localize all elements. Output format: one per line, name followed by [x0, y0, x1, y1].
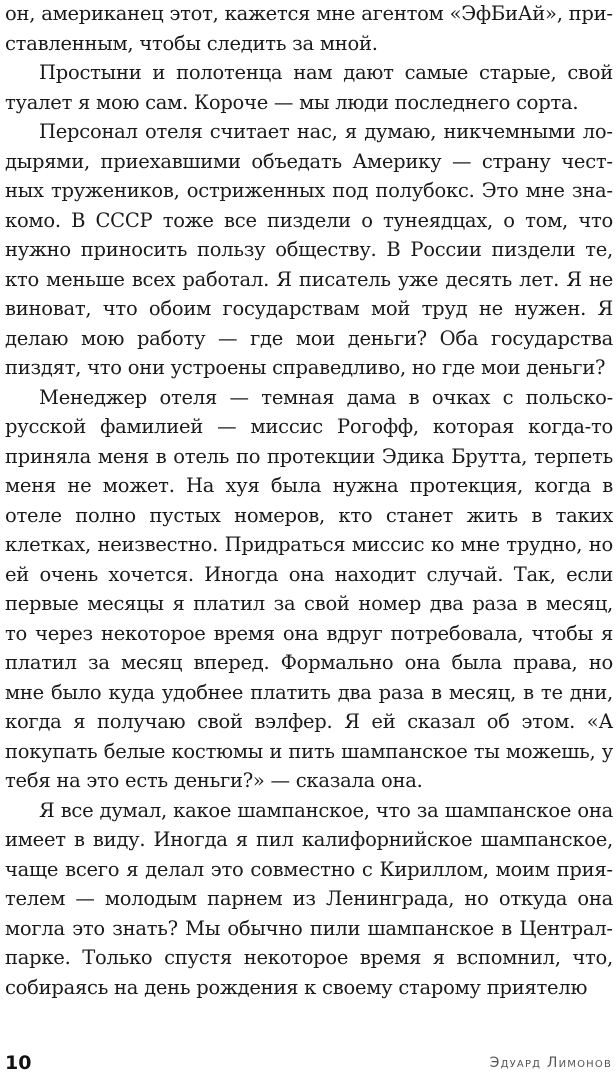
body-text: [5, 0, 613, 1002]
page-footer: [5, 1050, 612, 1076]
paragraph: Менеджер отеля — темная дама в очках с польско-русской фамилией — миссис Рогофф, которая когда-то приняла меня в отель по протекции Эдика Брутта, терпеть меня не может. На хуя была нужна протекция, когда в отеле полно пустых номеров, кто станет жить в таких клетках, неизвестно. Придраться миссис ко мне трудно, но ей очень хочется. Иногда она находит случай. Так, если первые месяцы я платил за свой номер два раза в месяц, то через некоторое время она вдруг потребовала, чтобы я платил за месяц вперед. Формально она была права, но мне было куда удобнее платить два раза в месяц, в те дни, когда я получаю свой вэлфер. Я ей сказал об этом. «А покупать белые костюмы и пить шампанское ты можешь, у тебя на это есть деньги?» — сказала она.: [5, 385, 613, 792]
paragraph: он, американец этот, кажется мне агентом «ЭфБиАй», приставленным, чтобы следить за мной.: [5, 2, 613, 55]
paragraph: Персонал отеля считает нас, я думаю, никчемными лодырями, приехавшими объедать Америку — страну честных тружеников, остриженных под полубокс. Это мне знакомо. В СССР тоже все пиздели о тунеядцах, о том, что нужно приносить пользу обществу. В России пиздели те, кто меньше всех работал. Я писатель уже десять лет. Я не виноват, что обоим государствам мой труд не нужен. Я делаю мою работу — где мои деньги? Оба государства пиздят, что они устроены справедливо, но где мои деньги?: [5, 120, 613, 379]
running-head-author: Эдуард Лимонов: [489, 1055, 612, 1071]
paragraph: Я все думал, какое шампанское, что за шампанское она имеет в виду. Иногда я пил калифорнийское шампанское, чаще всего я делал это совместно с Кириллом, моим приятелем — молодым парнем из Ленинграда, но откуда она могла это знать? Мы обычно пили шампанское в Централпарке. Только спустя некоторое время я вспомнил, что, собираясь на день рождения к своему старому приятелю: [5, 798, 613, 999]
page-number: 10: [5, 1052, 32, 1074]
paragraph: Простыни и полотенца нам дают самые старые, свой туалет я мою сам. Короче — мы люди последнего сорта.: [5, 61, 613, 114]
